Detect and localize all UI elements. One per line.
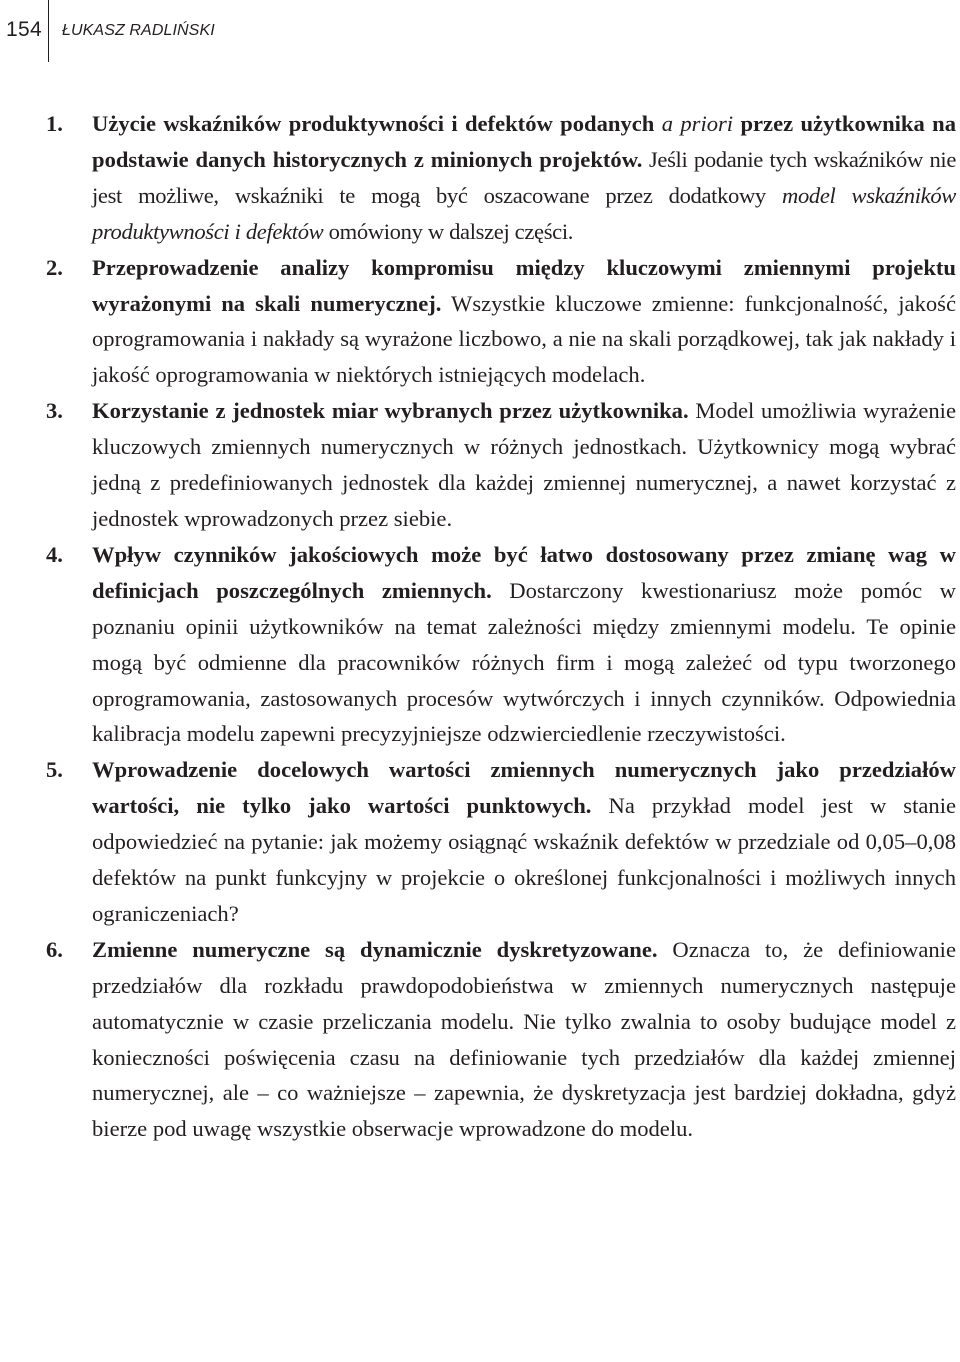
body-italic-term: model wskaźników produktywności i defektów (92, 182, 956, 244)
header-divider (48, 0, 49, 62)
list-item-number: 4. (46, 541, 63, 567)
list-item (44, 932, 956, 1147)
list-item (44, 537, 956, 752)
list-item-body: Dostarczony kwestionariusz może pomóc w poznaniu opinii użytkowników na temat zależności między zmiennymi modelu. Te opinie mogą być odmienne dla pracowników różnych firm i mogą zależeć od typu tworzonego oprogramowania, zastosowanych procesów wytwórczych i innych czynników. Odpowiednia kalibracja modelu zapewni precyzyjniejsze odzwierciedlenie rzeczywistości. (92, 577, 956, 747)
list-item-number: 5. (46, 757, 63, 783)
list-item-number: 2. (46, 254, 63, 280)
list-item-heading: Korzystanie z jednostek miar wybranych przez użytkownika. (92, 398, 689, 424)
list-item-heading: Wprowadzenie docelowych wartości zmiennych numerycznych jako przedziałów wartości, nie tylko jako wartości punktowych. (92, 757, 956, 819)
body-text: Jeśli podanie tych wskaźników nie jest możliwe, wskaźniki te mogą być oszacowane przez dodatkowy (92, 146, 956, 208)
running-head (0, 0, 960, 64)
list-item (44, 106, 956, 250)
page-body (44, 106, 956, 1147)
list-item-heading: Przeprowadzenie analizy kompromisu między kluczowymi zmiennymi projektu wyrażonymi na skali numerycznej. (92, 254, 956, 316)
list-item (44, 752, 956, 932)
list-item-heading: Wpływ czynników jakościowych może być łatwo dostosowany przez zmianę wag w definicjach poszczególnych zmiennych. (92, 541, 956, 603)
heading-text: Użycie wskaźników produktywności i defektów podanych (92, 111, 662, 136)
heading-italic-term: a priori (661, 111, 734, 136)
feature-list (44, 106, 956, 1147)
list-item-body: Model umożliwia wyrażenie kluczowych zmiennych numerycznych w różnych jednostkach. Użytkownicy mogą wybrać jedną z predefiniowanych jednostek dla każdej zmiennej numerycznej, a nawet korzystać z jednostek wprowadzonych przez siebie. (92, 398, 956, 531)
heading-text: przez użytkownika na podstawie danych historycznych z minionych projektów. (92, 111, 956, 172)
page-number: 154 (6, 18, 42, 41)
list-item-body: Wszystkie kluczowe zmienne: funkcjonalność, jakość oprogramowania i nakłady są wyrażone liczbowo, a nie na skali porządkowej, tak jak nakłady i jakość oprogramowania w niektórych istniejących modelach. (92, 290, 956, 388)
list-item-body: Oznacza to, że definiowanie przedziałów dla rozkładu prawdopodobieństwa w zmiennych numerycznych następuje automatycznie w czasie przeliczania modelu. Nie tylko zwalnia to osoby budujące model z konieczności poświęcenia czasu na definiowanie tych przedziałów dla każdej zmiennej numerycznej, ale – co ważniejsze – zapewnia, że dyskretyzacja jest bardziej dokładna, gdyż bierze pod uwagę wszystkie obserwacje wprowadzone do modelu. (92, 936, 956, 1142)
list-item (44, 393, 956, 537)
list-item-body: Na przykład model jest w stanie odpowiedzieć na pytanie: jak możemy osiągnąć wskaźnik defektów w przedziale od 0,05–0,08 defektów na punkt funkcyjny w projekcie o określonej funkcjonalności i możliwych innych ograniczeniach? (92, 793, 957, 926)
running-head-author: ŁUKASZ RADLIŃSKI (62, 22, 215, 39)
list-item (44, 250, 956, 394)
list-item-number: 1. (46, 111, 63, 136)
list-item-heading: Zmienne numeryczne są dynamicznie dyskretyzowane. (92, 936, 658, 962)
list-item-number: 6. (46, 936, 63, 962)
list-item-number: 3. (46, 398, 63, 424)
body-text: omówiony w dalszej części. (323, 218, 574, 244)
